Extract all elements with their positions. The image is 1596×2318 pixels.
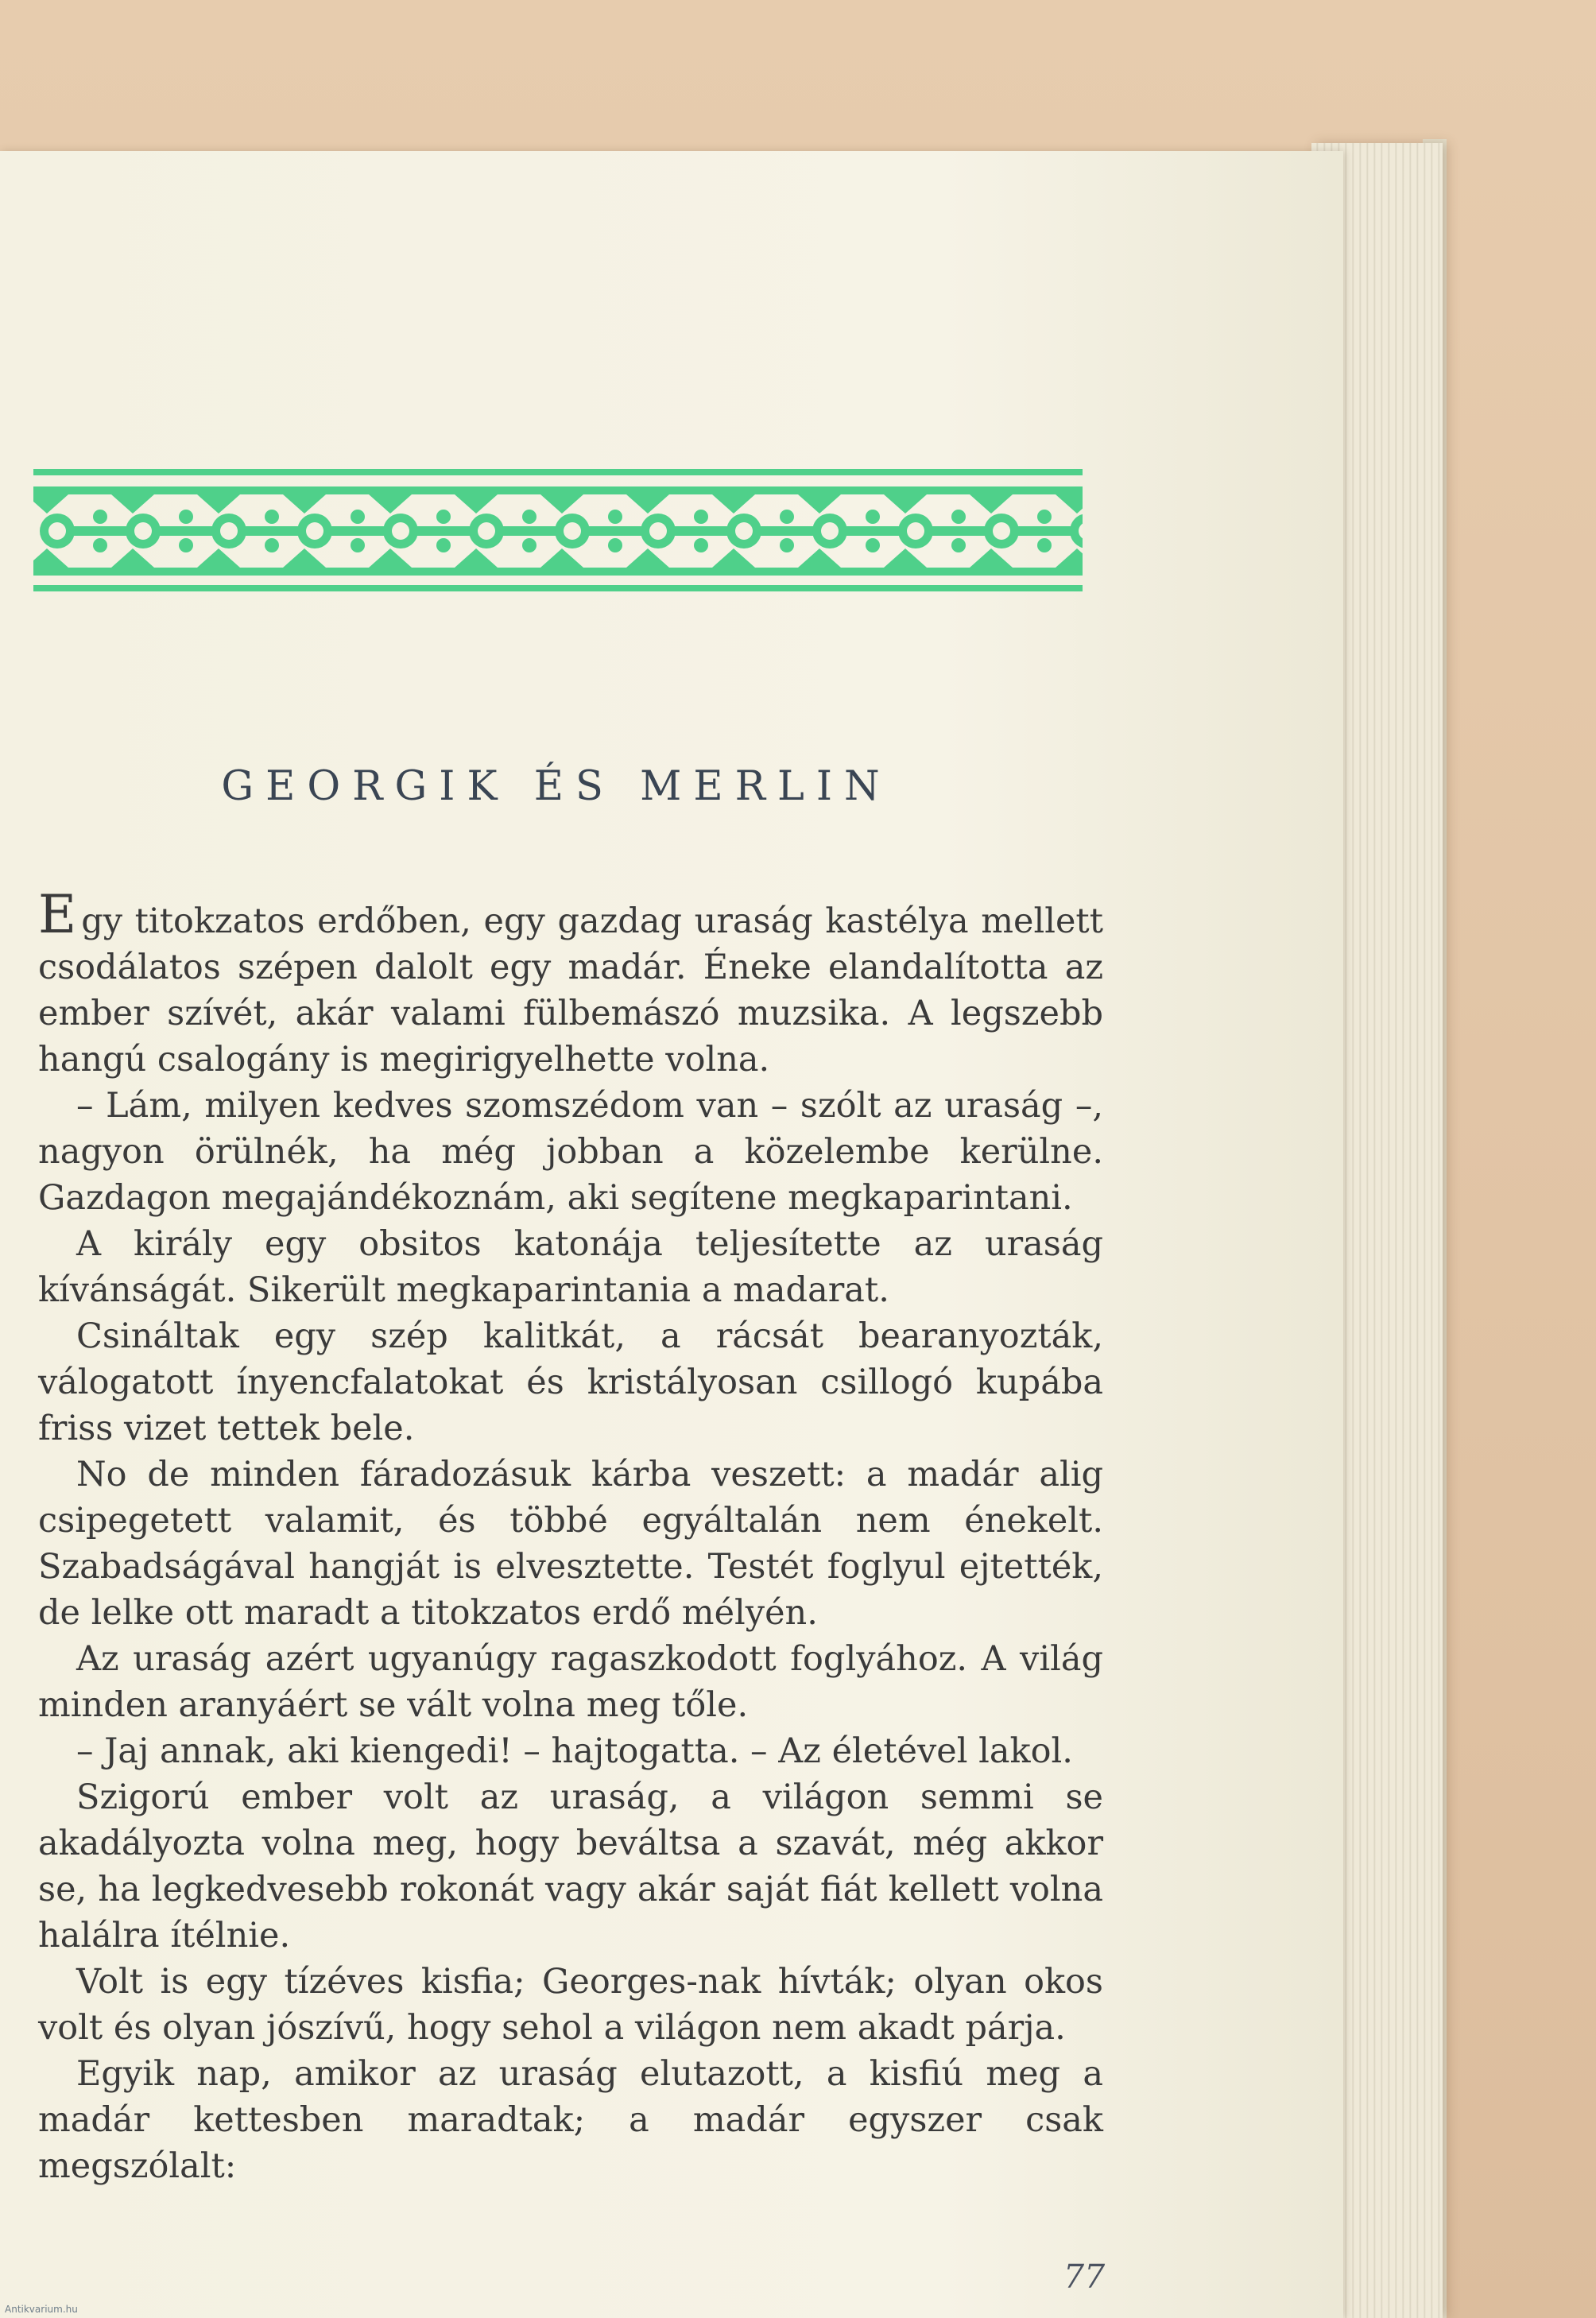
ornament-dot <box>351 510 365 524</box>
ornament-ring-hole <box>564 522 581 540</box>
paragraph-9: Egyik nap, amikor az uraság elutazott, a kisfiú meg a madár kettesben maradtak; a madár egyszer csak megszólalt: <box>38 2054 1103 2186</box>
ornament-tooth-top <box>283 494 326 514</box>
ornament-dot <box>866 510 880 524</box>
ornament-lower-band <box>33 568 1083 576</box>
ornament-dot <box>351 538 365 552</box>
paragraph-0: Egy titokzatos erdőben, egy gazdag uraság kastélya mellett csodálatos szépen dalolt egy madár. Éneke elandalította az ember szívét, akár valami fülbemászó muzsika. A legszebb hangú csalogány is megirigyelhette volna. <box>38 884 1103 1080</box>
ornament-dot <box>694 538 708 552</box>
ornament-connector <box>331 526 385 536</box>
ornament-top-line <box>33 469 1083 475</box>
chapter-title: GEORGIK ÉS MERLIN <box>221 763 892 810</box>
ornament-dot <box>93 538 107 552</box>
paragraph-1: – Lám, milyen kedves szomszédom van – szólt az uraság –, nagyon örülnék, ha még jobban a közelembe kerülne. Gazdagon megajándékoznám, aki segítene megkaparintani. <box>38 1086 1103 1218</box>
ornament-tooth-bottom <box>540 548 583 568</box>
ornament-connector <box>760 526 814 536</box>
ornament-tooth-bottom <box>884 548 927 568</box>
ornament-connector <box>245 526 299 536</box>
ornament-tooth-top <box>1056 494 1083 514</box>
ornament-connector <box>159 526 213 536</box>
ornament-tooth-top <box>798 494 841 514</box>
ornament-tooth-top <box>884 494 927 514</box>
ornament-tooth-bottom <box>798 548 841 568</box>
ornament-connector <box>674 526 728 536</box>
ornament-ring-hole <box>478 522 495 540</box>
ornament-dot <box>522 538 537 552</box>
ornament-ring-hole <box>649 522 667 540</box>
ornament-tooth-bottom <box>626 548 669 568</box>
ornament-dot <box>608 538 622 552</box>
ornament-tooth-top <box>540 494 583 514</box>
ornament-dot <box>436 510 451 524</box>
paragraph-5: Az uraság azért ugyanúgy ragaszkodott foglyához. A világ minden aranyáért se vált volna meg tőle. <box>38 1639 1103 1725</box>
ornament-connector <box>846 526 900 536</box>
paragraph-2: A király egy obsitos katonája teljesítette az uraság kívánságát. Sikerült megkaparintania a madarat. <box>38 1224 1103 1310</box>
ornament-ring-hole <box>993 522 1010 540</box>
ornament-dot <box>522 510 537 524</box>
decorative-border-ornament <box>33 469 1083 593</box>
ornament-tooth-top <box>626 494 669 514</box>
paragraph-4: No de minden fáradozásuk kárba veszett: a madár alig csipegetett valamit, és többé egyáltalán nem énekelt. Szabadságával hangját is elvesztette. Testét foglyul ejtették, de lelke ott maradt a titokzatos erdő mélyén. <box>38 1455 1103 1633</box>
ornament-connector <box>932 526 986 536</box>
ornament-dot <box>1037 510 1052 524</box>
ornament-ring-hole <box>907 522 924 540</box>
ornament-dot <box>951 538 966 552</box>
ornament-connector <box>502 526 556 536</box>
ornament-ring-hole <box>306 522 323 540</box>
ornament-dot <box>1037 538 1052 552</box>
ornament-tooth-bottom <box>369 548 412 568</box>
ornament-tooth-bottom <box>970 548 1013 568</box>
paragraph-8: Volt is egy tízéves kisfia; Georges-nak hívták; olyan okos volt és olyan jószívű, hogy sehol a világon nem akadt párja. <box>38 1962 1103 2048</box>
ornament-tooth-top <box>33 494 68 514</box>
paragraph-6: – Jaj annak, aki kiengedi! – hajtogatta. – Az életével lakol. <box>76 1731 1073 1771</box>
ornament-tooth-top <box>455 494 498 514</box>
paragraph-3: Csináltak egy szép kalitkát, a rácsát bearanyozták, válogatott ínyencfalatokat és kristályosan csillogó kupába friss vizet tettek bele. <box>38 1316 1103 1448</box>
ornament-ring-hole <box>48 522 66 540</box>
ornament-ring-hole <box>735 522 753 540</box>
ornament-tooth-bottom <box>33 548 68 568</box>
book-page <box>0 151 1343 2318</box>
page-number: 77 <box>1063 2258 1106 2296</box>
ornament-dot <box>265 510 279 524</box>
ornament-ring-hole <box>821 522 839 540</box>
ornament-tooth-bottom <box>111 548 154 568</box>
story-text <box>38 884 1103 2189</box>
ornament-dot <box>951 510 966 524</box>
ornament-dot <box>866 538 880 552</box>
ornament-dot <box>179 538 193 552</box>
watermark: Antikvarium.hu <box>5 2304 78 2315</box>
ornament-tooth-top <box>970 494 1013 514</box>
ornament-bottom-line <box>33 585 1083 591</box>
ornament-dot <box>780 510 794 524</box>
ornament-tooth-top <box>111 494 154 514</box>
ornament-ring-hole <box>392 522 409 540</box>
ornament-upper-band <box>33 486 1083 494</box>
drop-cap: E <box>38 884 77 945</box>
ornament-tooth-bottom <box>455 548 498 568</box>
ornament-tooth-top <box>197 494 240 514</box>
ornament-tooth-bottom <box>283 548 326 568</box>
ornament-dot <box>265 538 279 552</box>
ornament-tooth-bottom <box>197 548 240 568</box>
ornament-ring-hole <box>134 522 152 540</box>
ornament-dot <box>179 510 193 524</box>
ornament-tooth-bottom <box>712 548 755 568</box>
ornament-connector <box>588 526 642 536</box>
ornament-dot <box>93 510 107 524</box>
ornament-connector <box>416 526 471 536</box>
ornament-ring-hole <box>220 522 238 540</box>
ornament-dot <box>436 538 451 552</box>
ornament-tooth-top <box>712 494 755 514</box>
ornament-connector <box>73 526 127 536</box>
ornament-tooth-top <box>369 494 412 514</box>
ornament-dot <box>694 510 708 524</box>
ornament-dot <box>608 510 622 524</box>
paragraph-7: Szigorú ember volt az uraság, a világon semmi se akadályozta volna meg, hogy beváltsa a szavát, még akkor se, ha legkedvesebb rokonát vagy akár saját fiát kellett volna halálra ítélnie. <box>38 1777 1103 1956</box>
ornament-connector <box>1017 526 1071 536</box>
ornament-dot <box>780 538 794 552</box>
ornament-tooth-bottom <box>1056 548 1083 568</box>
